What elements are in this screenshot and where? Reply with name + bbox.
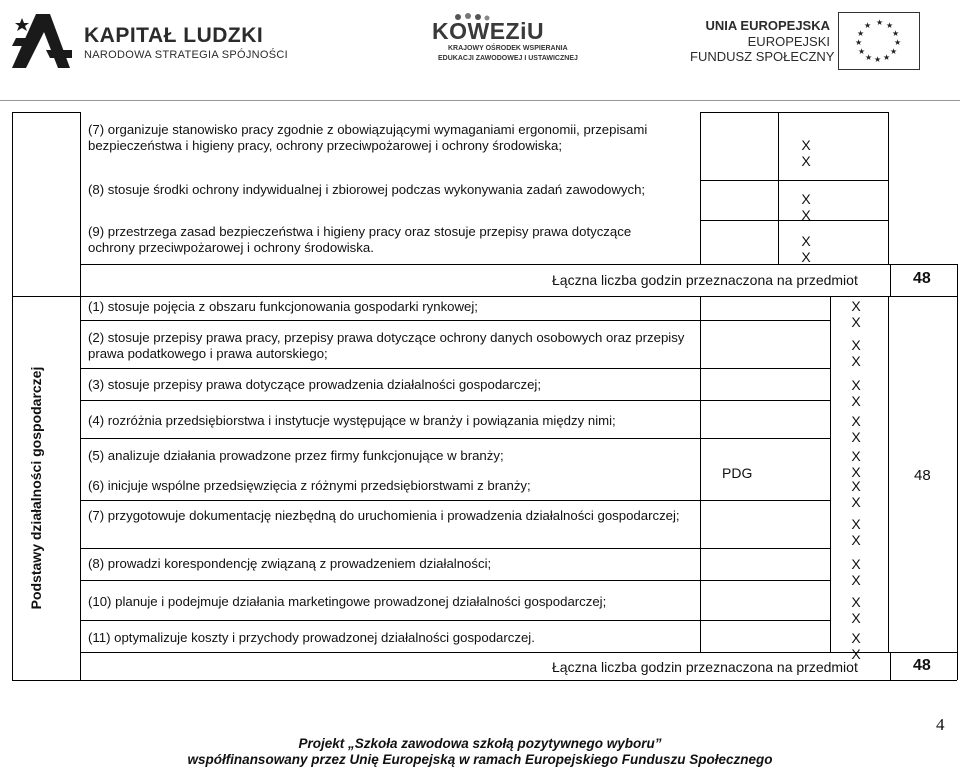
table-border bbox=[888, 112, 889, 264]
table-border bbox=[830, 296, 831, 652]
footer-funding: współfinansowany przez Unię Europejską w ramach Europejskiego Funduszu Społecznego bbox=[187, 752, 773, 767]
svg-text:★: ★ bbox=[865, 53, 873, 62]
eu-title: UNIA EUROPEJSKA bbox=[705, 18, 830, 33]
table-border bbox=[80, 320, 830, 321]
table-border bbox=[12, 680, 957, 681]
header-divider bbox=[0, 100, 960, 101]
section1-item-8: (8) stosuje środki ochrony indywidualnej i zbiorowej podczas wykonywania zadań zawodowych; bbox=[88, 182, 646, 197]
section2-item-4: (4) rozróżnia przedsiębiorstwa i instytucje występujące w branży i powiązania między nimi; bbox=[88, 413, 616, 428]
section1-item-9: (9) przestrzega zasad bezpieczeństwa i higieny pracy oraz stosuje przepisy prawa dotyczące ochrony przeciwpożarowej i ochrony środowiska. bbox=[88, 224, 632, 255]
subject-name: Podstawy działalności gospodarczej bbox=[28, 366, 44, 610]
section1-marks-8: X X bbox=[801, 191, 821, 223]
section2-marks-6: X X bbox=[851, 478, 871, 510]
svg-text:★: ★ bbox=[890, 47, 898, 56]
svg-text:★: ★ bbox=[864, 21, 872, 30]
table-border bbox=[80, 580, 830, 581]
section2-item-11: (11) optymalizuje koszty i przychody prowadzonej działalności gospodarczej. bbox=[88, 630, 535, 645]
eu-flag-icon bbox=[838, 12, 920, 70]
section2-marks-4: X X bbox=[851, 413, 871, 445]
koweziu-name: KOWEZiU bbox=[432, 18, 545, 44]
section2-item-5: (5) analizuje działania prowadzone przez firmy funkcjonujące w branży; bbox=[88, 448, 504, 463]
table-border bbox=[700, 112, 701, 264]
table-border bbox=[888, 296, 889, 652]
section1-total-label: Łączna liczba godzin przeznaczona na przedmiot bbox=[552, 272, 858, 288]
section2-item-8: (8) prowadzi korespondencję związaną z prowadzeniem działalności; bbox=[88, 556, 492, 571]
table-border bbox=[12, 112, 13, 296]
section2-marks-8: X X bbox=[851, 556, 871, 588]
koweziu-subtitle-2: EDUKACJI ZAWODOWEJ I USTAWICZNEJ bbox=[438, 55, 578, 62]
kapital-ludzki-subtitle: NARODOWA STRATEGIA SPÓJNOŚCI bbox=[84, 49, 288, 61]
section2-marks-1: X X bbox=[851, 298, 871, 330]
svg-text:★: ★ bbox=[892, 29, 900, 38]
section2-marks-11: X X bbox=[851, 630, 871, 662]
section1-total-value: 48 bbox=[913, 270, 931, 287]
section2-item-1: (1) stosuje pojęcia z obszaru funkcjonowania gospodarki rynkowej; bbox=[88, 299, 478, 314]
table-border bbox=[80, 438, 830, 439]
section2-total-label: Łączna liczba godzin przeznaczona na przedmiot bbox=[552, 659, 858, 675]
section2-item-6: (6) inicjuje wspólne przedsięwzięcia z różnymi przedsiębiorstwami z branży; bbox=[88, 478, 531, 493]
table-border bbox=[80, 368, 830, 369]
svg-text:★: ★ bbox=[857, 29, 865, 38]
section2-marks-5: X X bbox=[851, 448, 871, 480]
section2-total-value: 48 bbox=[913, 657, 931, 674]
table-border bbox=[890, 652, 891, 680]
table-border bbox=[957, 264, 958, 680]
subject-code: PDG bbox=[722, 465, 753, 481]
section2-marks-3: X X bbox=[851, 377, 871, 409]
section2-item-7: (7) przygotowuje dokumentację niezbędną do uruchomienia i prowadzenia działalności gospodarczej; bbox=[88, 508, 680, 523]
table-border bbox=[80, 548, 830, 549]
subject-name-cell bbox=[12, 296, 60, 680]
table-border bbox=[80, 652, 957, 653]
table-border bbox=[890, 264, 891, 296]
section2-item-3: (3) stosuje przepisy prawa dotyczące prowadzenia działalności gospodarczej; bbox=[88, 377, 542, 392]
footer-project: Projekt „Szkoła zawodowa szkołą pozytywnego wyboru” bbox=[298, 736, 662, 751]
section1-marks-9: X X bbox=[801, 233, 821, 265]
svg-text:★: ★ bbox=[894, 38, 902, 47]
svg-text:★: ★ bbox=[858, 47, 866, 56]
section2-marks-10: X X bbox=[851, 594, 871, 626]
section2-marks-2: X X bbox=[851, 337, 871, 369]
eu-flag bbox=[838, 12, 920, 70]
section1-item-7: (7) organizuje stanowisko pracy zgodnie z obowiązującymi wymaganiami ergonomii, przepisami bezpieczeństwa i higieny pracy, ochrony przeciwpożarowej i ochrony środowiska; bbox=[88, 122, 648, 153]
kapital-ludzki-emblem-icon bbox=[6, 8, 76, 74]
table-border bbox=[700, 112, 888, 113]
svg-text:★: ★ bbox=[855, 38, 863, 47]
svg-text:★: ★ bbox=[883, 53, 891, 62]
svg-text:★: ★ bbox=[876, 18, 884, 27]
table-border bbox=[80, 620, 830, 621]
kapital-ludzki-title: KAPITAŁ LUDZKI bbox=[84, 24, 264, 47]
eu-subtitle-1: EUROPEJSKI bbox=[747, 34, 830, 49]
table-border bbox=[80, 112, 81, 680]
eu-subtitle-2: FUNDUSZ SPOŁECZNY bbox=[690, 49, 835, 64]
table-border bbox=[12, 296, 957, 297]
subject-hours: 48 bbox=[914, 467, 931, 484]
table-border bbox=[12, 112, 80, 113]
kapital-ludzki-logo bbox=[6, 8, 76, 74]
section2-marks-7: X X bbox=[851, 516, 871, 548]
table-border bbox=[778, 112, 779, 264]
table-border bbox=[80, 500, 830, 501]
section1-marks-7: X X bbox=[801, 137, 821, 169]
koweziu-subtitle-1: KRAJOWY OŚRODEK WSPIERANIA bbox=[448, 45, 568, 52]
svg-text:★: ★ bbox=[886, 21, 894, 30]
section2-item-10: (10) planuje i podejmuje działania marketingowe prowadzonej działalności gospodarczej; bbox=[88, 594, 607, 609]
table-border bbox=[80, 400, 830, 401]
page-number: 4 bbox=[936, 715, 945, 734]
table-border bbox=[700, 180, 888, 181]
section2-item-2: (2) stosuje przepisy prawa pracy, przepisy prawa dotyczące ochrony danych osobowych oraz przepisy prawa podatkowego i prawa autorskiego; bbox=[88, 330, 685, 361]
svg-text:★: ★ bbox=[874, 55, 882, 64]
